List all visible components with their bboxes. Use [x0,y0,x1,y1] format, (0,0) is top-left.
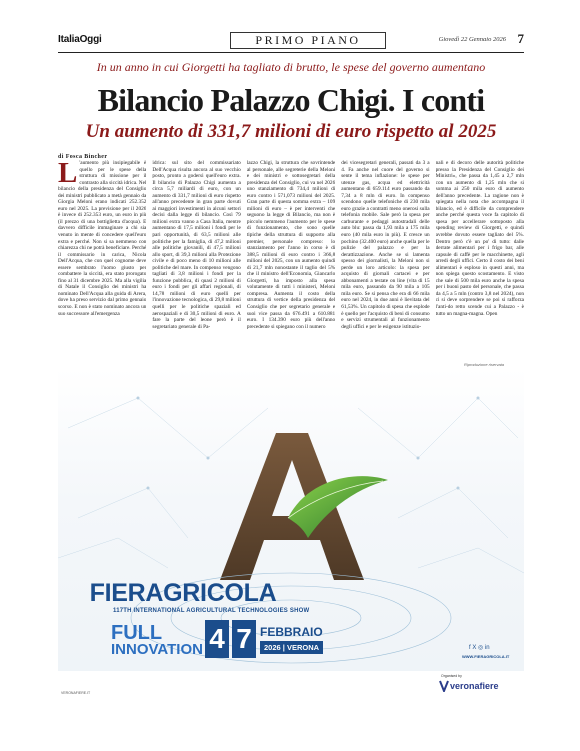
event-month: FEBBRAIO [260,625,323,639]
earth-letter-a [220,433,364,580]
ad-footer [58,671,524,701]
column-text: nali e di decoro delle autorità politiche presso la Presidenza del Consiglio dei Ministri», che passa da 1,45 a 2,7 mln con un aumento di 1,25 mln che si somma ai 250 mila euro di aumento dell'anno precedente. La ragione non è spiegata nella nota che accompagna il bilancio, ed è difficile da comprendere anche perché questa voce fa capitolo di spesa per accellerare sottoposto alla spending review di Giorgetti, e quindi avrebbe dovuto essere tagliato del 5%. Dentro però c'è un po' di tutto: dalle derrate alimentari per i frigo bar, alle capsule di caffè per le macchinette, agli arredi degli uffici. Certo il costo dei beni alimentari è esploso in questi anni, ma non spiega questo scostamento. E visto che sale di 500 mila euro anche la spesa per i buoni pasto del personale, che passa da 4,5 a 5 mln (contro 3,8 nel 2024), non ci si deve sorprendere se poi si rafforza l'anti-do retto scende cui a Palazzo - è tutto un magna-magna. Open [435,160,525,317]
organizer-url[interactable]: VERONAFIERE.IT [61,691,91,695]
end-day: 7 [232,620,256,658]
masthead [58,31,524,51]
issue-date: Giovedì 22 Gennaio 2026 [438,36,506,43]
start-day: 4 [205,620,229,658]
article-column-5 [436,160,524,362]
column-text: idrica: sul sito del commissariato Dell'Acqua risulta ancora al suo vecchio posto, pronto a godersi quell'euro extra. Il bilancio di Palazzo Chigi aumenta a circa 5,7 miliardi di euro, con un aumento di 331,7 milioni di euro rispetto all'anno precedente in gran parte dovuti ai maggiori investimenti in alcuni settori decisi dalla legge di bilancio. Così 79 milioni extra vanno a Casa Italia, mentre aumentano di 17,5 milioni i fondi per le pari opportunità, di 63,5 milioni alle politiche per la famiglia, di 47,2 milioni alle politiche giovanili, di 47,5 milioni allo sport, di 39,3 milioni alla Protezione civile e di poco meno di 10 milioni alle politiche del mare. In compenso vengono tagliati di 3,8 milioni i fondi per la funzione pubblica, di quasi 2 milioni di euro i fondi per gli affari regionali, di 14,78 milioni di euro quelli per l'innovazione tecnologica, di 29,8 milioni quelli per le politiche spaziali ed aerospaziali e di 30,5 milioni di euro. A fare la parte del leone però è il segretariato generale di Pa- [152,160,241,330]
fair-subtitle: 117TH INTERNATIONAL AGRICULTURAL TECHNOLOGIES SHOW [113,608,310,614]
section-label: PRIMO PIANO [230,32,386,49]
copyright-note: Riproduzione riservata [464,362,505,367]
organizer-label: Organised by [441,674,462,678]
advertisement[interactable] [58,368,524,701]
network-lines [58,398,524,573]
fair-title: FIERAGRICOLA [89,579,277,607]
veronafiere-logo-icon [439,680,449,692]
social-icons[interactable]: f X ◎ in [469,645,490,651]
organizer-logo: veronafiere [450,681,499,691]
drop-cap: L [58,160,78,189]
article-column-1 [58,160,146,362]
header-rule [58,52,524,53]
article-column-3 [247,160,335,362]
column-text: dei vicesegretari generali, passati da 3 a 4. Fa anche nel cuore del governo si sente il tema inflazione: le spese per utenze gas, acqua ed elettricità aumentano di 659.114 euro passando da 7,34 a 8 mln di euro. In compenso scendono quelle telefoniche di 230 mila euro grazie a contratti meno onerosi sulla telefonia mobile. Sale però la spesa per carburante e pedaggi autostradali delle auto blu: passa da 1,93 mila a 175 mila euro (40 mila euro in più). E cresce un pochino (32.400 euro) anche quella per le pulizie del palazzo e per la derattizzazione. Anche se si lamenta spesso dei giornalisti, la Meloni non si perde un loro articolo: la spesa per acquisto di giornali cartacei e per abbonamenti a testate on line (vita di 15 mila euro, passando da 90 mila a 105 mila euro. Se si pensa che era di 66 mila euro nel 2024, in due anni è lievitata del 61,53%. Un capitolo di spesa che esplode è quello per l'acquisto di beni di consumo e servizi strumentali al funzionamento degli uffici e per le esigenze istituzio- [341,160,430,330]
kicker: In un anno in cui Giorgetti ha tagliato di brutto, le spese del governo aumentano [96,60,486,74]
article-column-2 [152,160,240,362]
slogan-full: FULL [111,622,163,644]
slogan-innovation: INNOVATION [111,641,203,658]
headline: Bilancio Palazzo Chigi. I conti [97,82,485,118]
article-body [58,160,524,362]
byline: di Fosca Bincher [58,154,108,160]
fair-website-link[interactable]: WWW.FIERAGRICOLA.IT [462,654,510,659]
event-year-city: 2026 | VERONA [260,641,323,654]
column-text: 'aumento più insipiegabile è quello per le spese della struttura di missione per il contrasto alla siccità idrica. Nel bilancio della presidenza del Consiglio dei ministri pubblicato a metà gennaio da Giorgia Meloni erano indicati 252.352 euro nel 2025. La previsione per il 2026 è invece di 252.353 euro, un euro in più (il prezzo di una bottiglietta d'acqua). E davvero difficile immaginare a chi sia venuto in mente di concedere quell'euro extra e perché. Non si sa nemmeno con chiarezza chi ne potrà beneficiare. Perché il commissario in carica, Nicola Dell'Acqua, che con quel cognome deve essere sembrato l'uomo giusto per combattere la siccità, era stato prorogato fino al 31 dicembre 2025. Ma alla vigilia di Natale il Consiglio dei ministri ha nominato Dell'Acqua alla guida di Arera, dove ha preso servizio dal primo gennaio scorso. E non è stato nominato ancora un suo successore all'emergenza [58,160,147,317]
subheadline: Un aumento di 331,7 milioni di euro rispetto al 2025 [85,121,497,142]
newspaper-logo: ItaliaOggi [58,34,102,45]
column-text: lazzo Chigi, la struttura che sovrintende al personale, alle segreterie della Meloni e dei ministri e sottosegretari della presidenza del Consiglio, cui va nel 2026 uno stanziamento di 734,4 milioni di euro contro i 571,073 milioni del 2025. Gran parte di questa somma extra – 109 milioni di euro – è per interventi che seguono la legge di Bilancio, ma non è piccolo nemmeno l'aumento per le spese di funzionamento, che sono quelle tipiche della struttura di supporto alla premier, personale compreso: lo stanziamento per l'anno in corso è di 388,5 milioni di euro contro i 366,8 milioni del 2025, con un aumento quindi di 21,7 mln nonostante il taglio del 5% che il ministro dell'Economia, Giancarlo Giorgetti, ha imposto alla spesa volutamente di tutti i ministeri, Meloni compresa. Aumenta il costo della struttura di vertice della presidenza del Consiglio che per segretario generale e suoi vice passa da 676.491 a 610.881 euro. I 134.390 euro più dell'anno precedente si spiegano con il numero [246,160,336,330]
page-number: 7 [517,31,524,46]
article-column-4 [341,160,429,362]
